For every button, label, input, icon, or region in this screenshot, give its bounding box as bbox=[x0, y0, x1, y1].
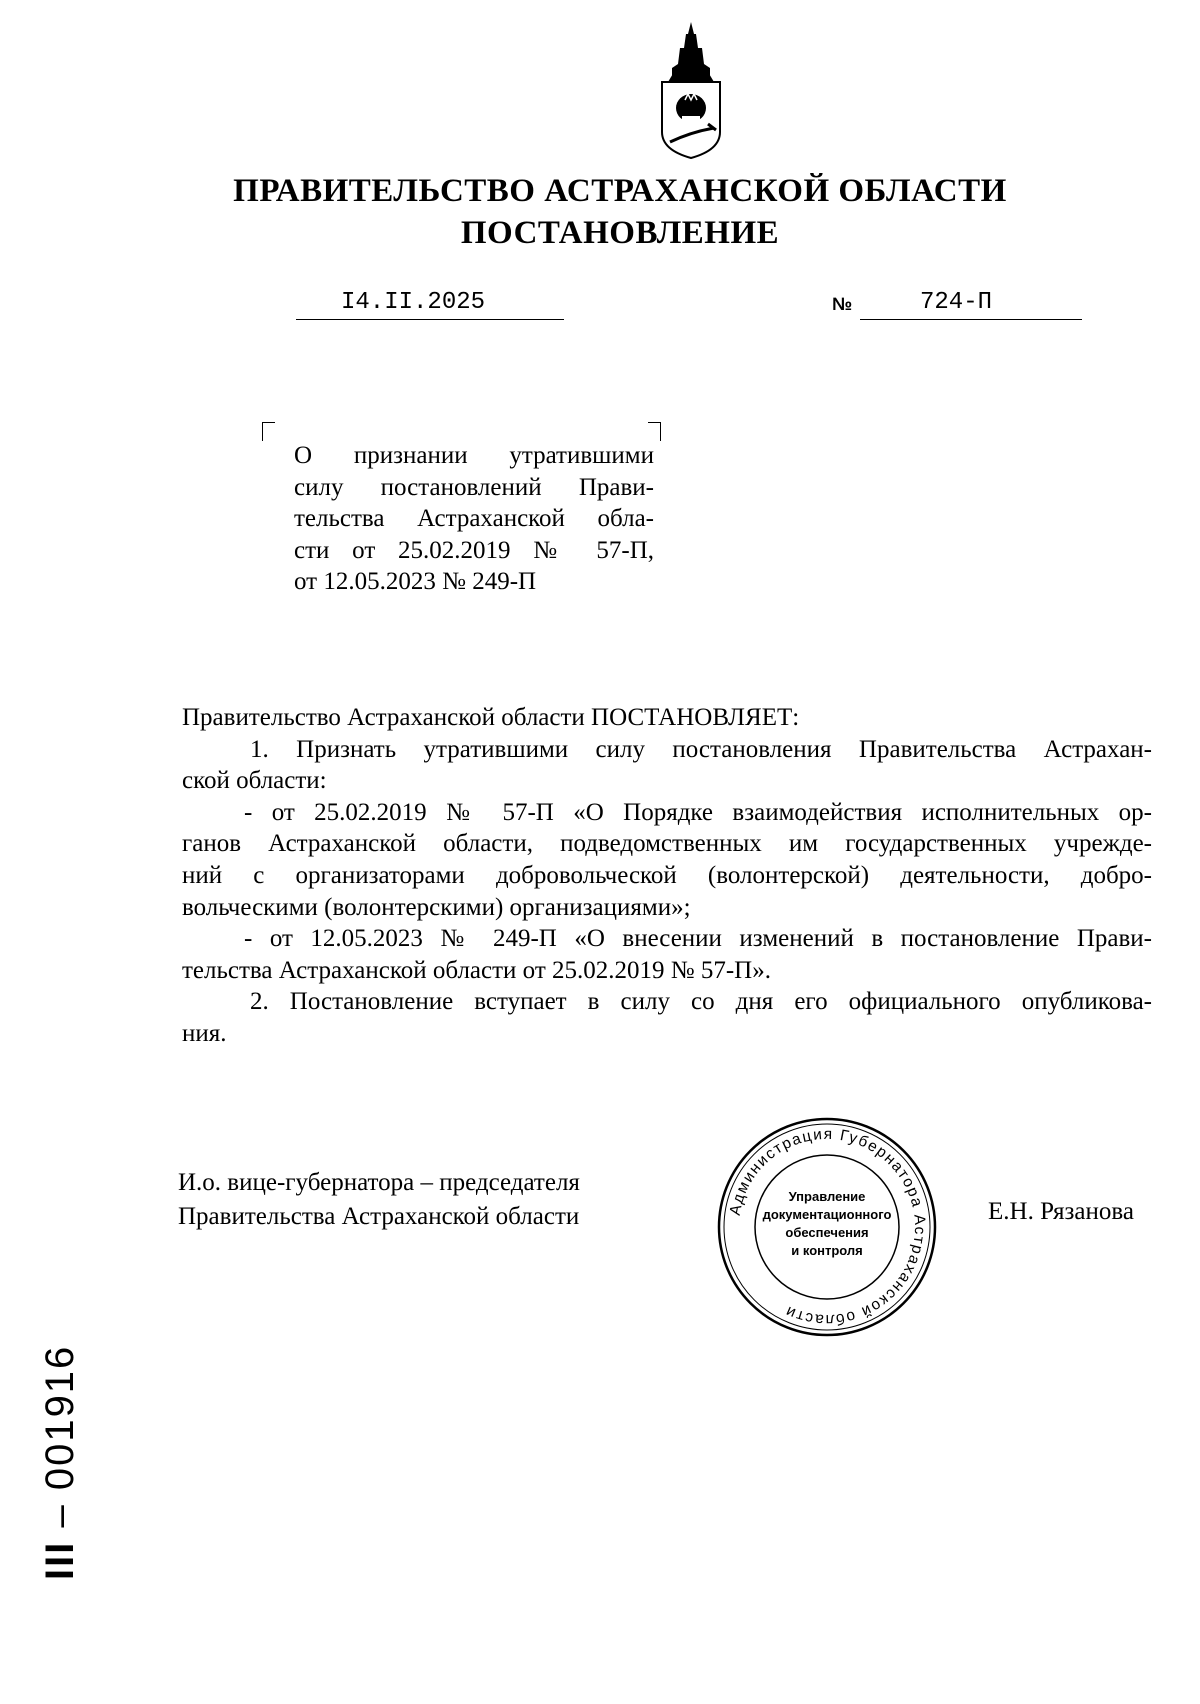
side-code-number: – 001916 bbox=[38, 1344, 82, 1528]
side-serial-code bbox=[38, 1345, 83, 1580]
number-field bbox=[860, 289, 1082, 320]
document-body bbox=[182, 702, 1152, 1050]
body-line: - от 12.05.2023 № 249-П «О внесении изменений в постановление Прави- bbox=[244, 925, 1152, 953]
stamp-center-line: документационного bbox=[762, 1207, 892, 1222]
side-code-mark: ІІІ bbox=[38, 1540, 82, 1580]
signatory-role bbox=[178, 1166, 580, 1234]
body-line: ганов Астраханской области, подведомственных им государственных учрежде- bbox=[182, 830, 1152, 858]
subject-line: сти от 25.02.2019 № 57-П, bbox=[294, 536, 654, 564]
subject-line: О признании утратившими bbox=[294, 442, 654, 469]
subject-corner-left bbox=[262, 422, 275, 441]
body-line: тельства Астраханской области от 25.02.2019 № 57-П». bbox=[182, 956, 771, 984]
body-line: вольческими (волонтерскими) организациями»; bbox=[182, 893, 691, 921]
official-stamp bbox=[716, 1116, 938, 1338]
document-subject bbox=[294, 440, 654, 598]
doc-type-title: ПОСТАНОВЛЕНИЕ bbox=[460, 215, 780, 251]
stamp-center-line: обеспечения bbox=[785, 1225, 869, 1240]
subject-corner-right bbox=[648, 422, 661, 441]
coat-of-arms-emblem bbox=[652, 20, 730, 160]
body-line: 1. Признать утратившими силу постановления Правительства Астрахан- bbox=[250, 735, 1152, 763]
subject-line: тельства Астраханской обла- bbox=[294, 505, 654, 532]
signatory-role-line: И.о. вице-губернатора – председателя bbox=[178, 1169, 580, 1196]
number-sign: № bbox=[832, 294, 853, 314]
body-line: ния. bbox=[182, 1019, 227, 1047]
document-header bbox=[0, 170, 1200, 254]
org-title: ПРАВИТЕЛЬСТВО АСТРАХАНСКОЙ ОБЛАСТИ bbox=[233, 173, 1007, 209]
signatory-role-line: Правительства Астраханской области bbox=[178, 1203, 580, 1230]
document-number: 724-П bbox=[920, 289, 993, 316]
body-line: - от 25.02.2019 № 57-П «О Порядке взаимодействия исполнительных ор- bbox=[244, 798, 1152, 826]
stamp-ring-text: Администрация Губернатора Астраханской области bbox=[726, 1125, 929, 1329]
date-field bbox=[296, 289, 564, 320]
body-line: ний с организаторами добровольческой (волонтерской) деятельности, добро- bbox=[182, 861, 1152, 889]
body-line: 2. Постановление вступает в силу со дня его официального опубликова- bbox=[250, 988, 1152, 1016]
subject-line: силу постановлений Прави- bbox=[294, 473, 654, 501]
document-date: I4.II.2025 bbox=[341, 289, 486, 316]
subject-line: от 12.05.2023 № 249-П bbox=[294, 568, 537, 595]
body-line: ской области: bbox=[182, 767, 327, 795]
signatory-name: Е.Н. Рязанова bbox=[988, 1198, 1134, 1225]
stamp-center-line: Управление bbox=[788, 1189, 866, 1204]
stamp-center-line: и контроля bbox=[791, 1243, 863, 1258]
body-intro: Правительство Астраханской области ПОСТАНОВЛЯЕТ: bbox=[182, 704, 800, 731]
